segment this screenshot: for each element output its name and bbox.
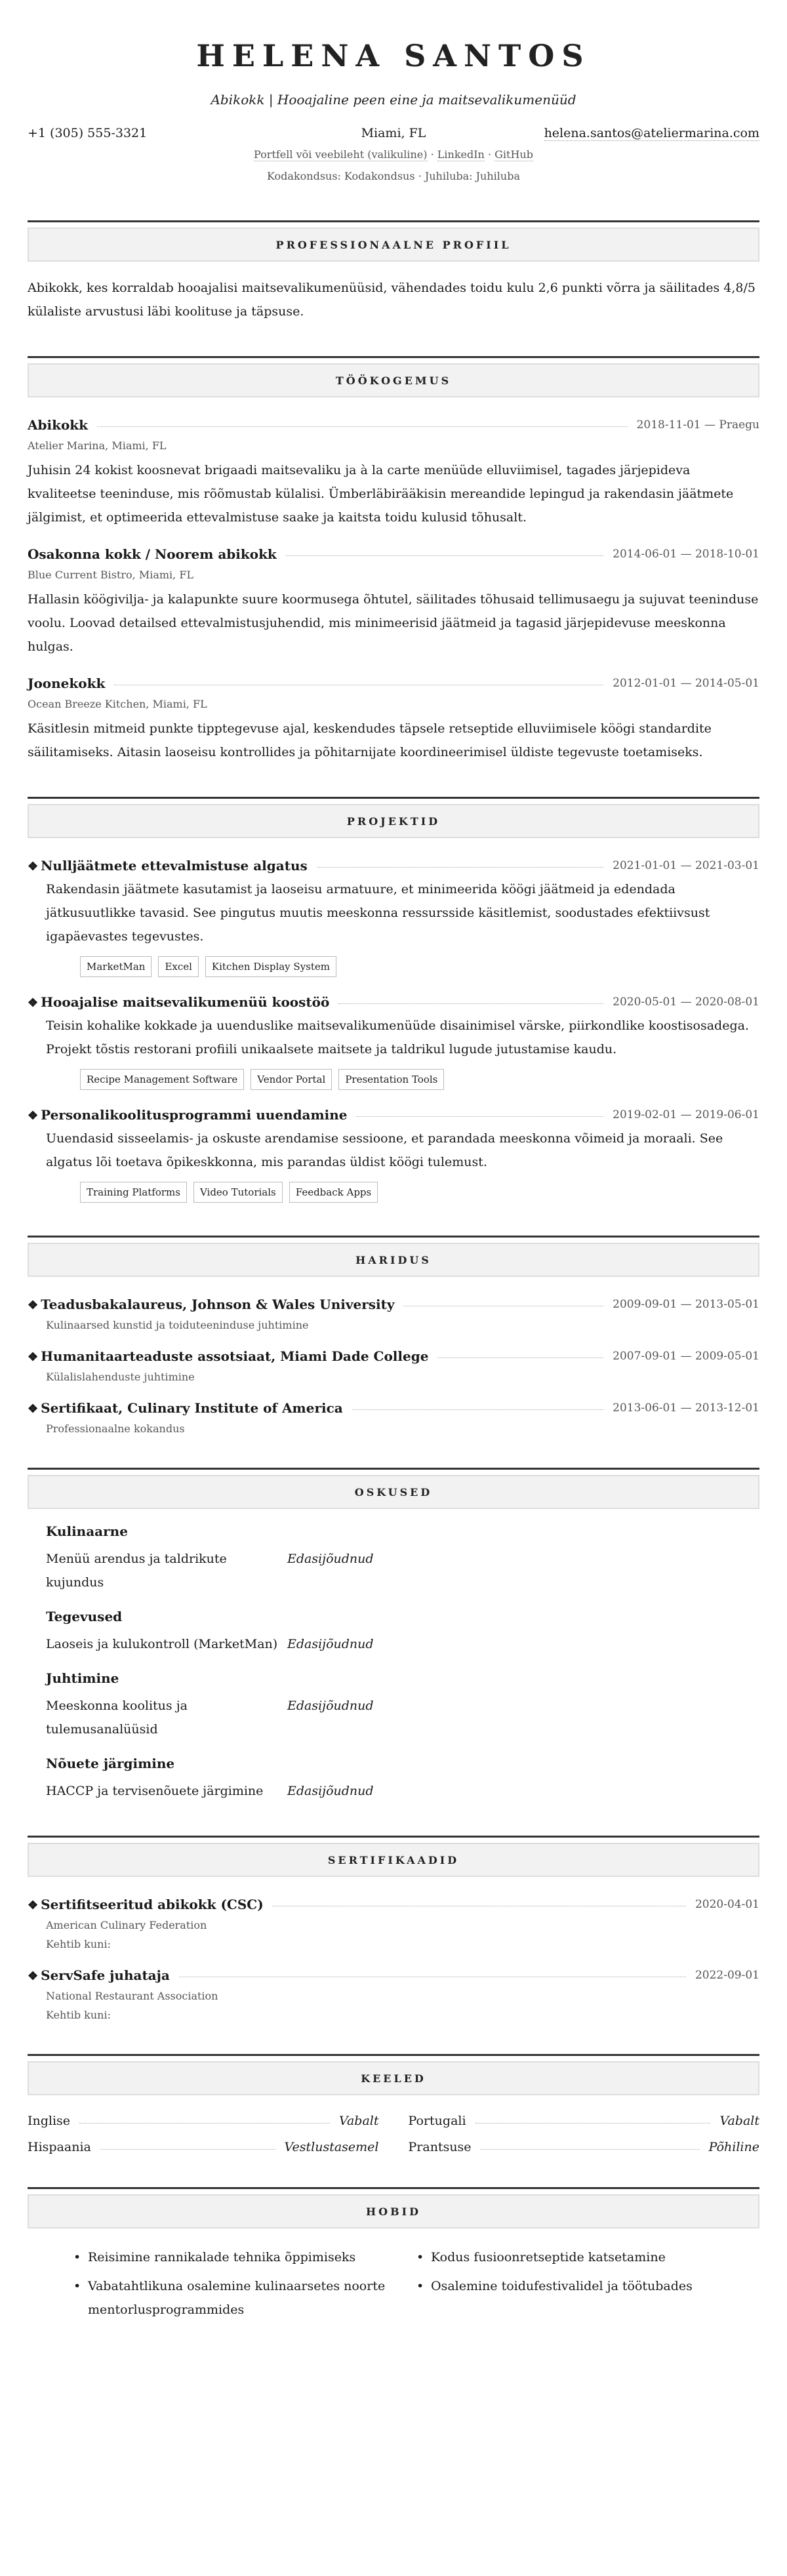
dotted-leader <box>97 426 628 427</box>
dotted-leader <box>357 1116 604 1117</box>
dotted-leader <box>352 1409 603 1410</box>
profile-section <box>28 220 759 323</box>
hobbies-section <box>28 2187 759 2327</box>
skill-level: Edasijõudnud <box>287 1784 374 1798</box>
dotted-leader <box>338 1003 603 1004</box>
tech-tag: Kitchen Display System <box>205 956 336 977</box>
skill-name: Menüü arendus ja taldrikute kujundus <box>46 1552 227 1590</box>
issuer: National Restaurant Association <box>46 1990 218 2002</box>
project-name: Nulljäätmete ettevalmistuse algatus <box>41 858 308 874</box>
diamond-bullet-icon: ❖ <box>28 996 39 1010</box>
linkedin-link[interactable]: LinkedIn <box>437 148 485 161</box>
diamond-bullet-icon: ❖ <box>28 1298 39 1312</box>
skill-group <box>28 1670 759 1741</box>
tech-tag: Presentation Tools <box>338 1069 444 1090</box>
certification-name: ServSafe juhataja <box>41 1967 170 1983</box>
contact-row <box>28 126 759 140</box>
tech-tag: Feedback Apps <box>289 1182 378 1203</box>
separator: · <box>484 148 495 161</box>
tech-tag: Video Tutorials <box>193 1182 283 1203</box>
job-title: Osakonna kokk / Noorem abikokk <box>28 546 277 562</box>
dotted-leader <box>317 867 603 868</box>
profile-text: Abikokk, kes korraldab hooajalisi maitsevalikumenüüsid, vähendades toidu kulu 2,6 punkti võrra ja säilitades 4,8/5 külaliste arvustusi läbi koolituse ja täpsuse. <box>28 281 756 319</box>
hobby-item: • Osalemine toidufestivalidel ja töötubades <box>416 2274 759 2298</box>
links-row <box>28 148 759 161</box>
certification-date: 2020-04-01 <box>695 1898 759 1911</box>
portfolio-link[interactable]: Portfell või veebileht (valikuline) <box>254 148 428 161</box>
skill-group-name: Kulinaarne <box>46 1523 128 1539</box>
certifications-section <box>28 1836 759 2021</box>
project-description: Teisin kohalike kokkade ja uuenduslike maitsevalikumenüüde disainimisel värske, piirkondlike koostisosadega. Projekt tõstis restorani profiili unikaalsete maitsete ja taldrikul lugude jutustamise kaudu. <box>46 1018 749 1057</box>
valid-until: Kehtib kuni: <box>46 2009 111 2021</box>
diamond-bullet-icon: ❖ <box>28 1350 39 1364</box>
language-item <box>28 2140 379 2154</box>
location: Miami, FL <box>361 126 426 140</box>
language-level: Vestlustasemel <box>284 2140 379 2154</box>
tech-tag: Vendor Portal <box>251 1069 332 1090</box>
job-dates: 2012-01-01 — 2014-05-01 <box>613 677 759 690</box>
job-dates: 2018-11-01 — Praegu <box>636 418 759 432</box>
degree: Humanitaarteaduste assotsiaat, Miami Dade College <box>41 1348 429 1364</box>
section-heading: HOBID <box>28 2194 759 2228</box>
skill-name: Meeskonna koolitus ja tulemusanalüüsid <box>46 1699 188 1737</box>
projects-section <box>28 797 759 1203</box>
certification-date: 2022-09-01 <box>695 1969 759 1982</box>
certification-entry <box>28 1967 759 2021</box>
separator: · <box>427 148 437 161</box>
experience-entry <box>28 546 759 658</box>
hobby-item: • Kodus fusioonretseptide katsetamine <box>416 2245 759 2269</box>
education-dates: 2009-09-01 — 2013-05-01 <box>613 1298 759 1311</box>
certification-entry <box>28 1897 759 1950</box>
diamond-bullet-icon: ❖ <box>28 1899 39 1912</box>
job-description: Juhisin 24 kokist koosnevat brigaadi maitsevaliku ja à la carte menüüde elluviimisel, tagades järjepideva kvaliteetse teeninduse, mis rõõmustab külalisi. Ümberläbirääkisin mereandide lepingud ja rakendasin jäätmete jälgimist, et optimeerida ettevalmistuse saake ja kaitsta toidu kulusid tõhusalt. <box>28 463 734 525</box>
field-of-study: Professionaalne kokandus <box>46 1422 185 1435</box>
experience-section <box>28 356 759 764</box>
field-of-study: Külalislahenduste juhtimine <box>46 1371 195 1383</box>
job-title: Joonekokk <box>28 675 106 691</box>
company: Ocean Breeze Kitchen, Miami, FL <box>28 698 207 710</box>
field-of-study: Kulinaarsed kunstid ja toiduteeninduse juhtimine <box>46 1319 309 1331</box>
project-entry <box>28 858 759 977</box>
project-dates: 2020-05-01 — 2020-08-01 <box>613 996 759 1009</box>
project-description: Rakendasin jäätmete kasutamist ja laoseisu armatuure, et minimeerida köögi jäätmeid ja edendada jätkusuutlikke tavasid. See pingutus muutis meeskonna ressursside käsitlemist, soodustades efektiivsust igapäevastes tegevustes. <box>46 882 710 944</box>
skill-group <box>28 1609 759 1656</box>
diamond-bullet-icon: ❖ <box>28 1402 39 1416</box>
skill-group-name: Nõuete järgimine <box>46 1756 175 1771</box>
job-dates: 2014-06-01 — 2018-10-01 <box>613 548 759 561</box>
diamond-bullet-icon: ❖ <box>28 1109 39 1123</box>
project-dates: 2019-02-01 — 2019-06-01 <box>613 1108 759 1121</box>
skill-level: Edasijõudnud <box>287 1699 374 1713</box>
candidate-name: HELENA SANTOS <box>196 38 591 73</box>
issuer: American Culinary Federation <box>46 1919 207 1931</box>
company: Blue Current Bistro, Miami, FL <box>28 569 194 581</box>
project-description: Uuendasid sisseelamis- ja oskuste arendamise sessioone, et parandada meeskonna võimeid ja moraali. See algatus lõi toetava õpikeskkonna, mis parandas üldist köögi tulemust. <box>46 1131 723 1169</box>
language-level: Vabalt <box>338 2114 379 2128</box>
phone: +1 (305) 555-3321 <box>28 126 148 140</box>
hobby-item: • Reisimine rannikalade tehnika õppimiseks <box>73 2245 416 2269</box>
language-item <box>409 2140 760 2154</box>
email-link[interactable]: helena.santos@ateliermarina.com <box>544 126 759 140</box>
language-name: Portugali <box>408 2114 466 2128</box>
language-item <box>28 2114 379 2128</box>
section-heading: KEELED <box>28 2061 759 2095</box>
degree: Sertifikaat, Culinary Institute of America <box>41 1400 343 1416</box>
dotted-leader <box>481 2149 700 2150</box>
hobby-item: • Vabatahtlikuna osalemine kulinaarsetes noorte mentorlusprogrammides <box>73 2274 416 2322</box>
languages-section <box>28 2054 759 2154</box>
candidate-headline: Abikokk | Hooajaline peen eine ja maitsevalikumenüüd <box>211 92 576 108</box>
experience-entry <box>28 675 759 764</box>
section-heading: HARIDUS <box>28 1243 759 1277</box>
experience-entry <box>28 417 759 529</box>
skill-name: HACCP ja tervisenõuete järgimine <box>46 1784 264 1798</box>
education-entry <box>28 1297 759 1331</box>
github-link[interactable]: GitHub <box>494 148 533 161</box>
education-section <box>28 1236 759 1435</box>
skill-group <box>28 1523 759 1594</box>
skill-level: Edasijõudnud <box>287 1637 374 1651</box>
job-description: Käsitlesin mitmeid punkte tipptegevuse ajal, keskendudes täpsele retseptide elluviimisele köögi standardite säilitamiseks. Aitasin laoseisu kontrollides ja põhitarnijate koordineerimisel üldiste tegevuste toetamiseks. <box>28 721 712 759</box>
skills-section <box>28 1468 759 1803</box>
language-level: Põhiline <box>708 2140 759 2154</box>
valid-until: Kehtib kuni: <box>46 1938 111 1950</box>
skill-level: Edasijõudnud <box>287 1552 374 1566</box>
diamond-bullet-icon: ❖ <box>28 1969 39 1983</box>
section-heading: PROJEKTID <box>28 804 759 838</box>
dotted-leader <box>100 2149 275 2150</box>
section-heading: TÖÖKOGEMUS <box>28 363 759 397</box>
skill-name: Laoseis ja kulukontroll (MarketMan) <box>46 1637 278 1651</box>
project-name: Personalikoolitusprogrammi uuendamine <box>41 1107 348 1123</box>
job-title: Abikokk <box>28 417 89 433</box>
citizenship-license: Kodakondsus: Kodakondsus · Juhiluba: Juhiluba <box>267 170 520 182</box>
degree: Teadusbakalaureus, Johnson & Wales University <box>41 1297 395 1312</box>
education-entry <box>28 1400 759 1435</box>
project-entry <box>28 1107 759 1203</box>
language-name: Inglise <box>28 2114 71 2128</box>
tech-tag: Training Platforms <box>80 1182 187 1203</box>
section-heading: SERTIFIKAADID <box>28 1843 759 1877</box>
skill-group-name: Tegevused <box>46 1609 123 1624</box>
education-entry <box>28 1348 759 1383</box>
education-dates: 2007-09-01 — 2009-05-01 <box>613 1350 759 1363</box>
certification-name: Sertifitseeritud abikokk (CSC) <box>41 1897 264 1912</box>
job-description: Hallasin köögivilja- ja kalapunkte suure koormusega õhtutel, säilitades tõhusaid tellimusaegu ja sujuvat teeninduse voolu. Loovad detailsed ettevalmistusjuhendid, mis minimeerisid jäätmeid ja tagasid järjepidevuse meeskonna hulgas. <box>28 592 759 654</box>
skill-group-name: Juhtimine <box>46 1670 119 1686</box>
language-level: Vabalt <box>719 2114 759 2128</box>
section-heading: OSKUSED <box>28 1475 759 1509</box>
education-dates: 2013-06-01 — 2013-12-01 <box>613 1401 759 1415</box>
project-name: Hooajalise maitsevalikumenüü koostöö <box>41 994 330 1010</box>
tech-tag: MarketMan <box>80 956 151 977</box>
project-entry <box>28 994 759 1090</box>
company: Atelier Marina, Miami, FL <box>28 439 167 452</box>
language-name: Prantsuse <box>408 2140 472 2154</box>
skill-group <box>28 1756 759 1803</box>
project-dates: 2021-01-01 — 2021-03-01 <box>613 859 759 872</box>
diamond-bullet-icon: ❖ <box>28 860 39 874</box>
language-item <box>409 2114 760 2128</box>
language-name: Hispaania <box>28 2140 91 2154</box>
dotted-leader <box>286 555 603 556</box>
tech-tag: Recipe Management Software <box>80 1069 244 1090</box>
tech-tag: Excel <box>158 956 198 977</box>
section-heading: PROFESSIONAALNE PROFIIL <box>28 228 759 262</box>
